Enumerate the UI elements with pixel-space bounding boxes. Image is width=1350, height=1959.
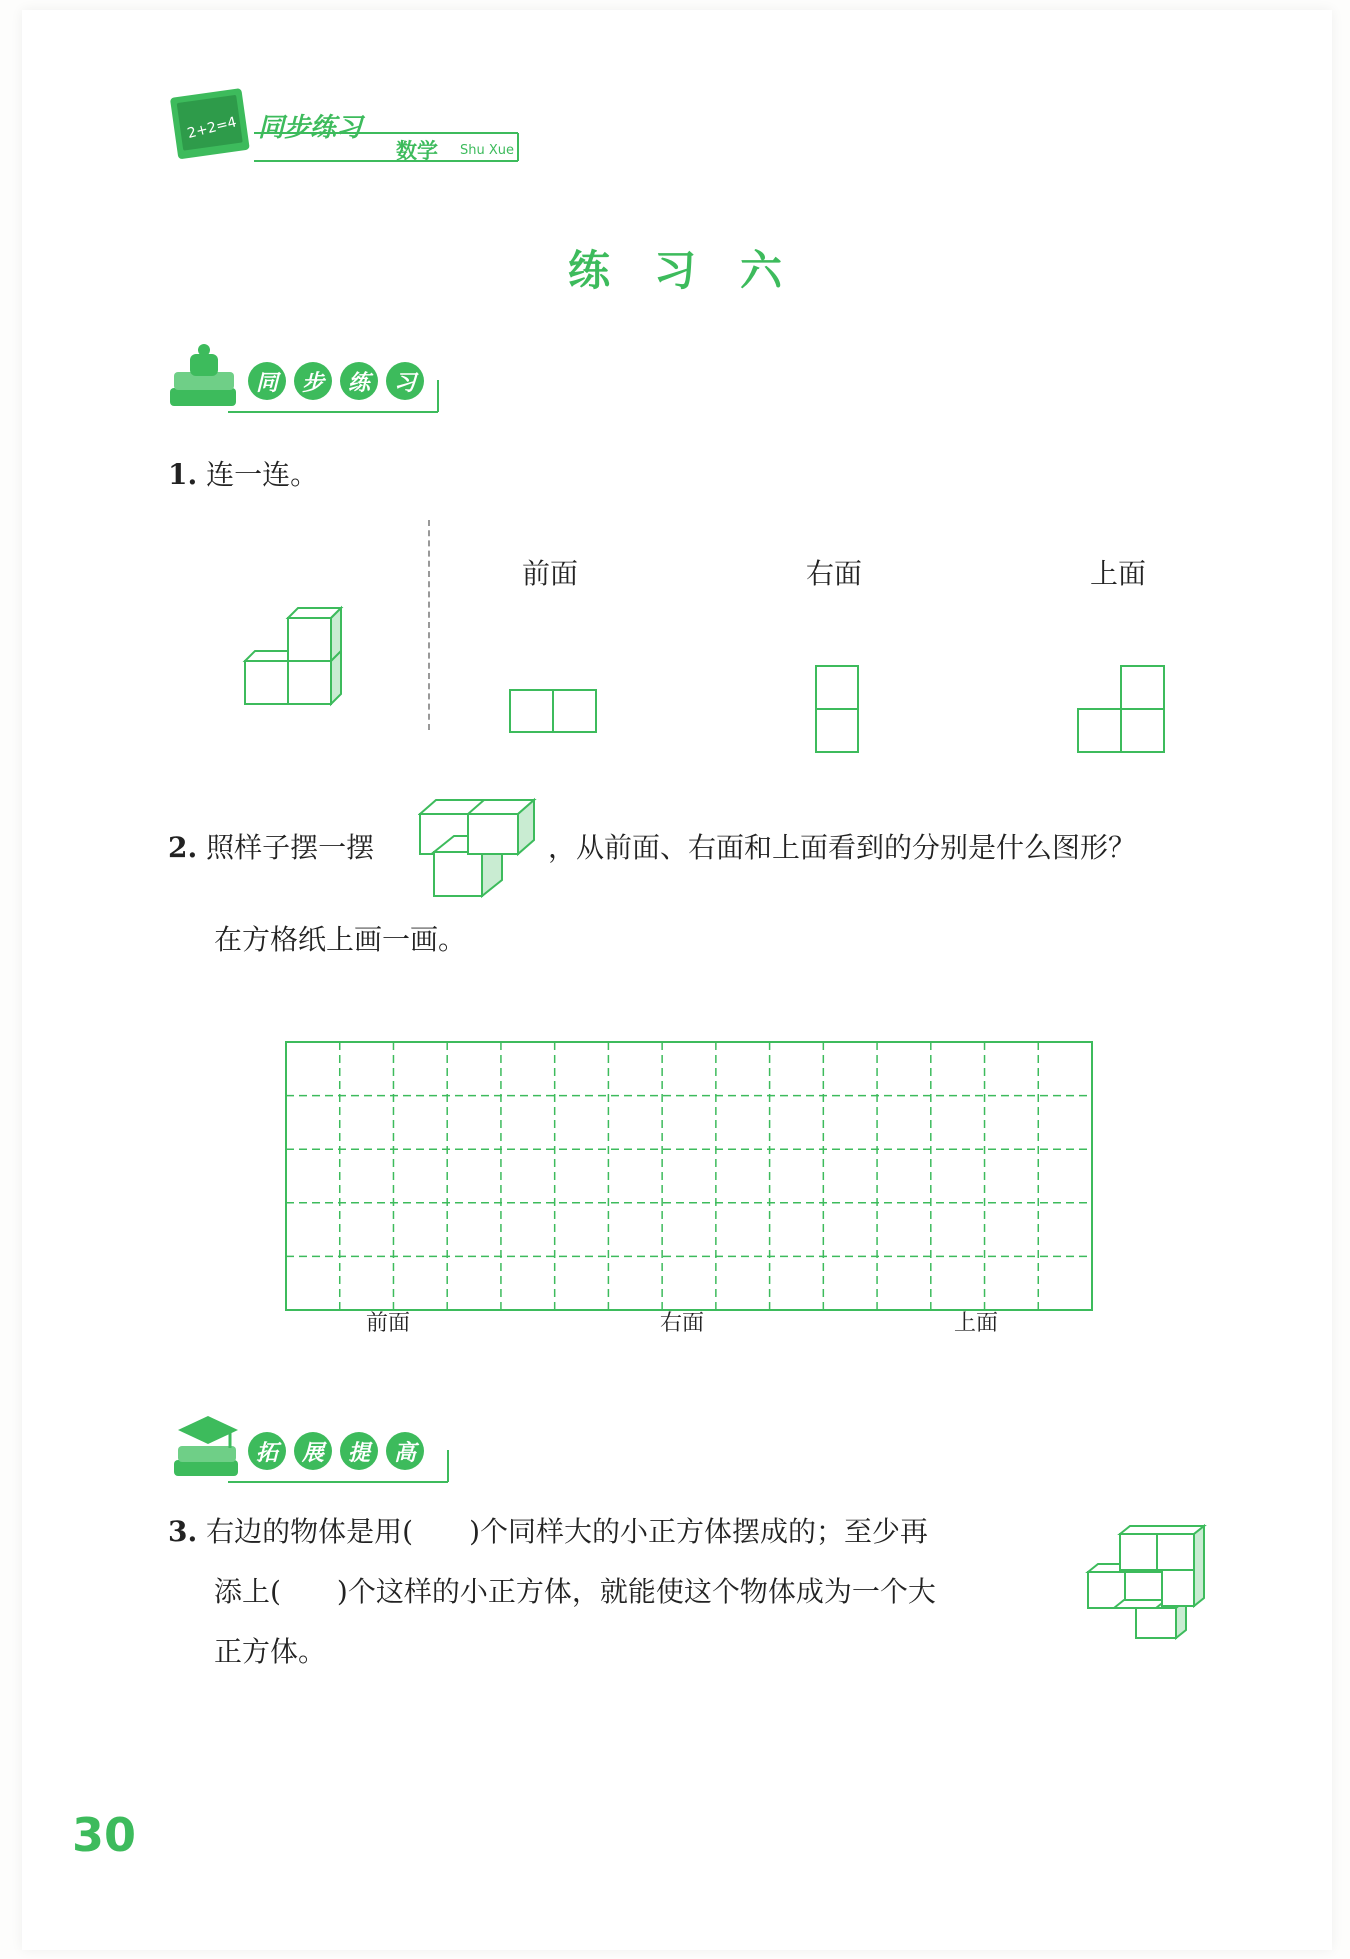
badge-char: 高: [386, 1432, 424, 1470]
q1-prompt: [168, 455, 318, 495]
header-pinyin: Shu Xue: [460, 143, 515, 158]
q2-cube-figure: [418, 796, 538, 902]
q1-label-top: 上面: [1090, 557, 1147, 590]
badge-char: 练: [340, 362, 378, 400]
q3-text-line1: 右边的物体是用( )个同样大的小正方体摆成的；至少再: [206, 1515, 928, 1548]
q1-label-front: 前面: [522, 557, 579, 590]
badge-char: 步: [294, 362, 332, 400]
section-badge-extend: [168, 1410, 458, 1490]
q3-line1: [168, 1512, 928, 1552]
q2-number: 2.: [168, 831, 198, 864]
q1-label-right: 右面: [806, 557, 863, 590]
badge-char: 提: [340, 1432, 378, 1470]
page-header: [168, 85, 528, 180]
badge-char: 拓: [248, 1432, 286, 1470]
q2-text-after: ，从前面、右面和上面看到的分别是什么图形？: [548, 831, 1137, 864]
grid-paper[interactable]: [284, 1040, 1094, 1312]
q3-text-line3: 正方体。: [214, 1635, 327, 1668]
q1-number: 1.: [168, 458, 198, 491]
q3-cube-figure: [1084, 1522, 1214, 1640]
board-text: 2+2=4: [185, 114, 239, 142]
badge-char: 同: [248, 362, 286, 400]
q1-cube-figure: [240, 596, 350, 711]
grid-label-right: 右面: [660, 1311, 705, 1336]
page-title: 练习六: [567, 246, 826, 295]
badge-char: 习: [386, 362, 424, 400]
q1-shape-a: [508, 686, 600, 734]
page-number: 30: [72, 1808, 137, 1862]
q2-line1: [168, 828, 374, 868]
header-subject: 数学: [396, 139, 438, 163]
q2-text-before: 照样子摆一摆: [206, 831, 375, 864]
grid-label-top: 上面: [954, 1311, 999, 1336]
q1-shape-c: [1076, 664, 1168, 756]
q1-shape-b: [812, 664, 862, 756]
header-title: 同步练习: [258, 113, 363, 143]
section-badge-sync: [168, 340, 448, 420]
q1-text: 连一连。: [206, 458, 319, 491]
q2-line2: 在方格纸上画一画。: [214, 923, 467, 956]
q3-number: 3.: [168, 1515, 198, 1548]
q3-text-line2: 添上( )个这样的小正方体，就能使这个物体成为一个大: [214, 1575, 936, 1608]
badge-char: 展: [294, 1432, 332, 1470]
grid-border: [286, 1042, 1092, 1310]
grid-label-front: 前面: [366, 1311, 411, 1336]
q1-divider: [428, 520, 430, 730]
